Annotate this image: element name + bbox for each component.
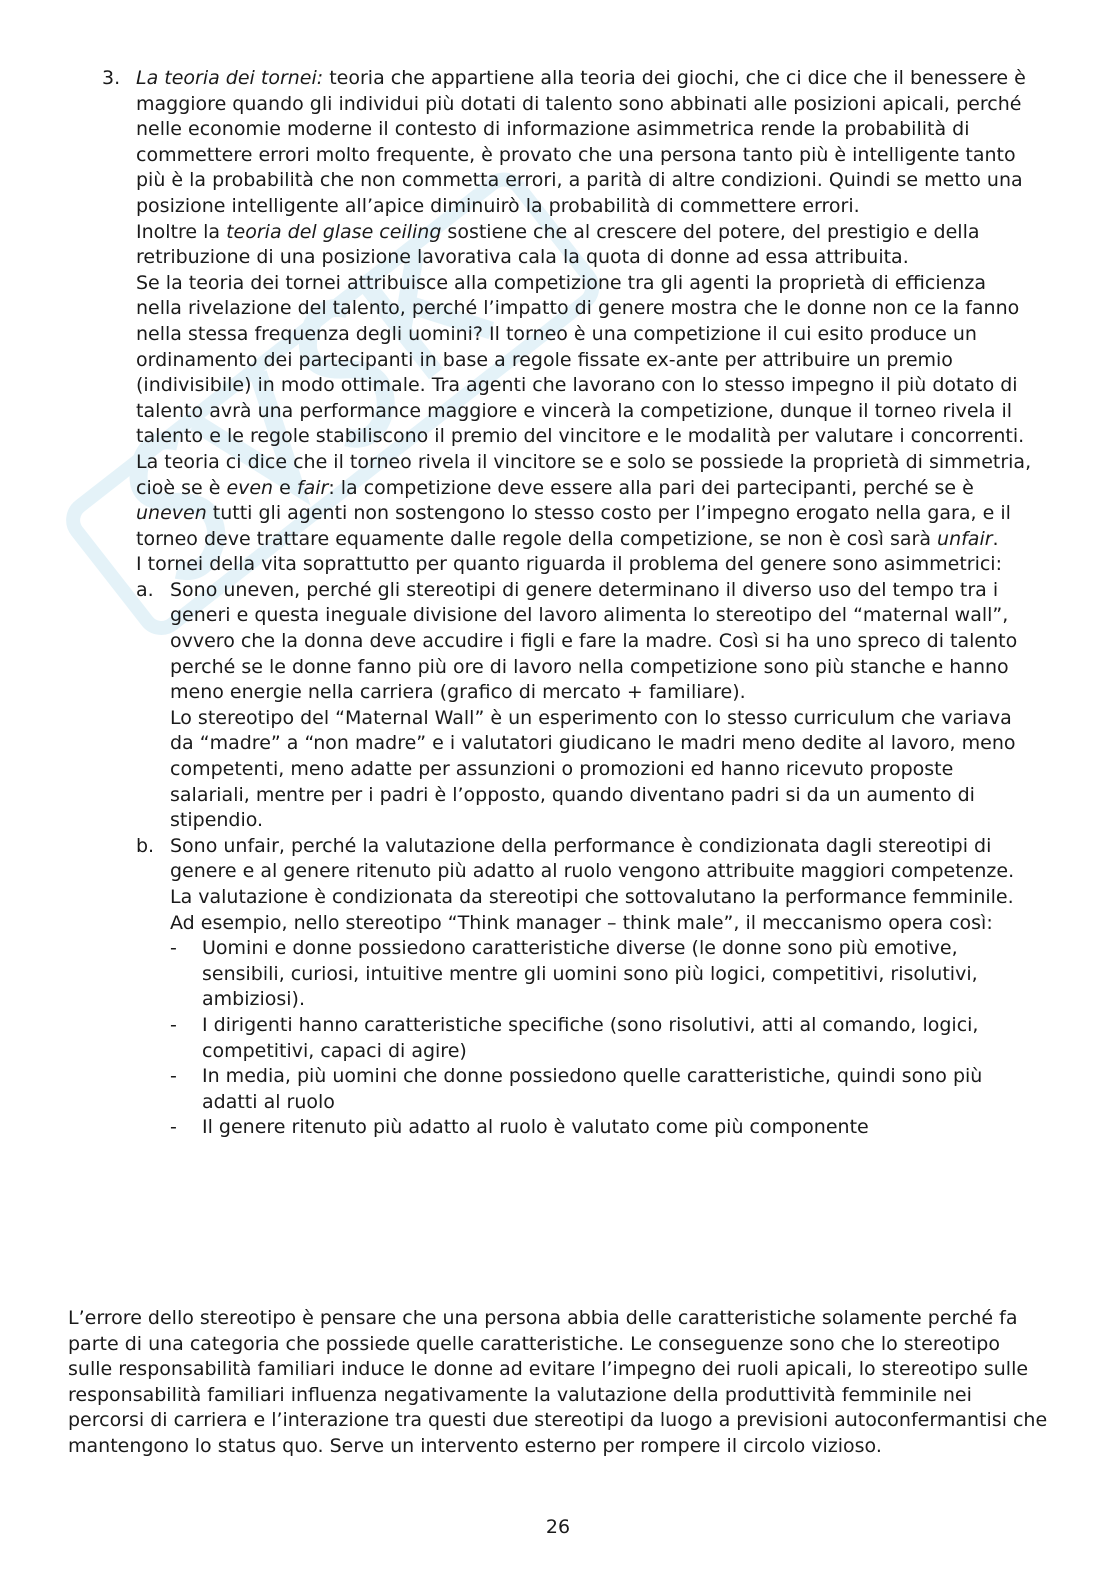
page-number: 26	[545, 1516, 571, 1538]
unfair-paragraph: Sono unfair, perché la valutazione della performance è condizionata dagli stereotipi di genere e al genere ritenuto più adatto al ruolo vengono attribuite maggiori competenze.	[170, 834, 1015, 883]
list-item: - Uomini e donne possiedono caratteristiche diverse (le donne sono più emotive, sensibili, curiosi, intuitive mentre gli uomini sono più logici, competitivi, risolutivi, ambiziosi).	[170, 937, 978, 1011]
stereotype-mechanism-list	[136, 936, 1036, 1141]
list-marker-a: a.	[136, 578, 154, 601]
list-marker-b: b.	[136, 834, 155, 857]
tournament-theory-title: La teoria dei tornei:	[136, 67, 324, 89]
list-item-b	[136, 834, 1036, 936]
glass-ceiling-paragraph: Inoltre la teoria del glase ceiling sostiene che al crescere del potere, del prestigio e della retribuzione di una posizione lavorativa cala la quota di donne ad essa attribuita.	[136, 220, 980, 269]
glass-ceiling-term: teoria del glase ceiling	[226, 220, 442, 243]
list-item-a	[136, 578, 1036, 834]
list-item: - In media, più uomini che donne possiedono quelle caratteristiche, quindi sono più adatti al ruolo	[170, 1065, 983, 1113]
evaluation-paragraph: La valutazione è condizionata da stereotipi che sottovalutano la performance femminile. Ad esempio, nello stereotipo “Think manager – think male”, il meccanismo opera così:	[170, 886, 1014, 934]
tournament-theory-intro: La teoria dei tornei: teoria che appartiene alla teoria dei giochi, che ci dice che il benessere è maggiore quando gli individui più dotati di talento sono abbinati alle posizioni apicali, perché nelle economie moderne il contesto di informazione asimmetrica rende la probabilità di commettere errori molto frequente, è provato che una persona tanto più è intelligente tanto più è la probabilità che non commetta errori, a parità di altre condizioni. Quindi se metto una posizione intelligente all’apice diminuirò la probabilità di commettere errori.	[136, 67, 1026, 217]
list-item: - I dirigenti hanno caratteristiche specifiche (sono risolutivi, atti al comando, logici, competitivi, capaci di agire)	[170, 1013, 979, 1062]
tournament-paragraph: Se la teoria dei tornei attribuisce alla competizione tra gli agenti la proprietà di efficienza nella rivelazione del talento, perché l’impatto di genere mostra che le donne non ce la fanno nella stessa frequenza degli uomini? Il torneo è una competizione il cui esito produce un ordinamento dei partecipanti in base a regole fissate ex-ante per attribuire un premio (indivisibile) in modo ottimale. Tra agenti che lavorano con lo stesso impegno il più dotato di talento avrà una performance maggiore e vincerà la competizione, dunque il torneo rivela il talento e le regole stabiliscono il premio del vincitore e le modalità per valutare i concorrenti. La teoria ci dice che il torneo rivela il vincitore se e solo se possiede la proprietà di simmetria, cioè se è even e fair: la competizione deve essere alla pari dei partecipanti, perché se è uneven tutti gli agenti non sostengono lo stesso costo per l’impegno erogato nella gara, e il torneo deve trattare equamente dalle regole della competizione, se non è così sarà unfair.	[136, 271, 1032, 550]
uneven-paragraph: Sono uneven, perché gli stereotipi di genere determinano il diverso uso del tempo tra i generi e questa ineguale divisione del lavoro alimenta lo stereotipo del “maternal wall”, ovvero che la donna deve accudire i figli e fare la madre. Così si ha uno spreco di talento perché se le donne fanno più ore di lavoro nella competizione sono più stanche e hanno meno energie nella carriera (grafico di mercato + familiare).	[170, 578, 1018, 704]
closing-paragraph: L’errore dello stereotipo è pensare che una persona abbia delle caratteristiche solamente perché fa parte di una categoria che possiede quelle caratteristiche. Le conseguenze sono che lo stereotipo sulle responsabilità familiari induce le donne ad evitare l’impegno dei ruoli apicali, lo stereotipo sulle responsabilità familiari influenza negativamente la valutazione della produttività femminile nei percorsi di carriera e l’interazione tra questi due stereotipi da luogo a previsioni autoconfermantisi che mantengono lo status quo. Serve un intervento esterno per rompere il circolo vizioso.	[68, 1307, 1048, 1457]
numbered-item-3	[102, 66, 1036, 1141]
list-item: - Il genere ritenuto più adatto al ruolo è valutato come più componente	[170, 1116, 869, 1139]
asymmetric-intro: I tornei della vita soprattutto per quanto riguarda il problema del genere sono asimmetrici:	[136, 553, 1002, 576]
maternal-wall-paragraph: Lo stereotipo del “Maternal Wall” è un esperimento con lo stesso curriculum che variava da “madre” a “non madre” e i valutatori giudicano le madri meno dedite al lavoro, meno competenti, meno adatte per assunzioni o promozioni ed hanno ricevuto proposte salariali, mentre per i padri è l’opposto, quando diventano padri si da un aumento di stipendio.	[170, 706, 1016, 832]
item-number: 3.	[102, 67, 121, 89]
